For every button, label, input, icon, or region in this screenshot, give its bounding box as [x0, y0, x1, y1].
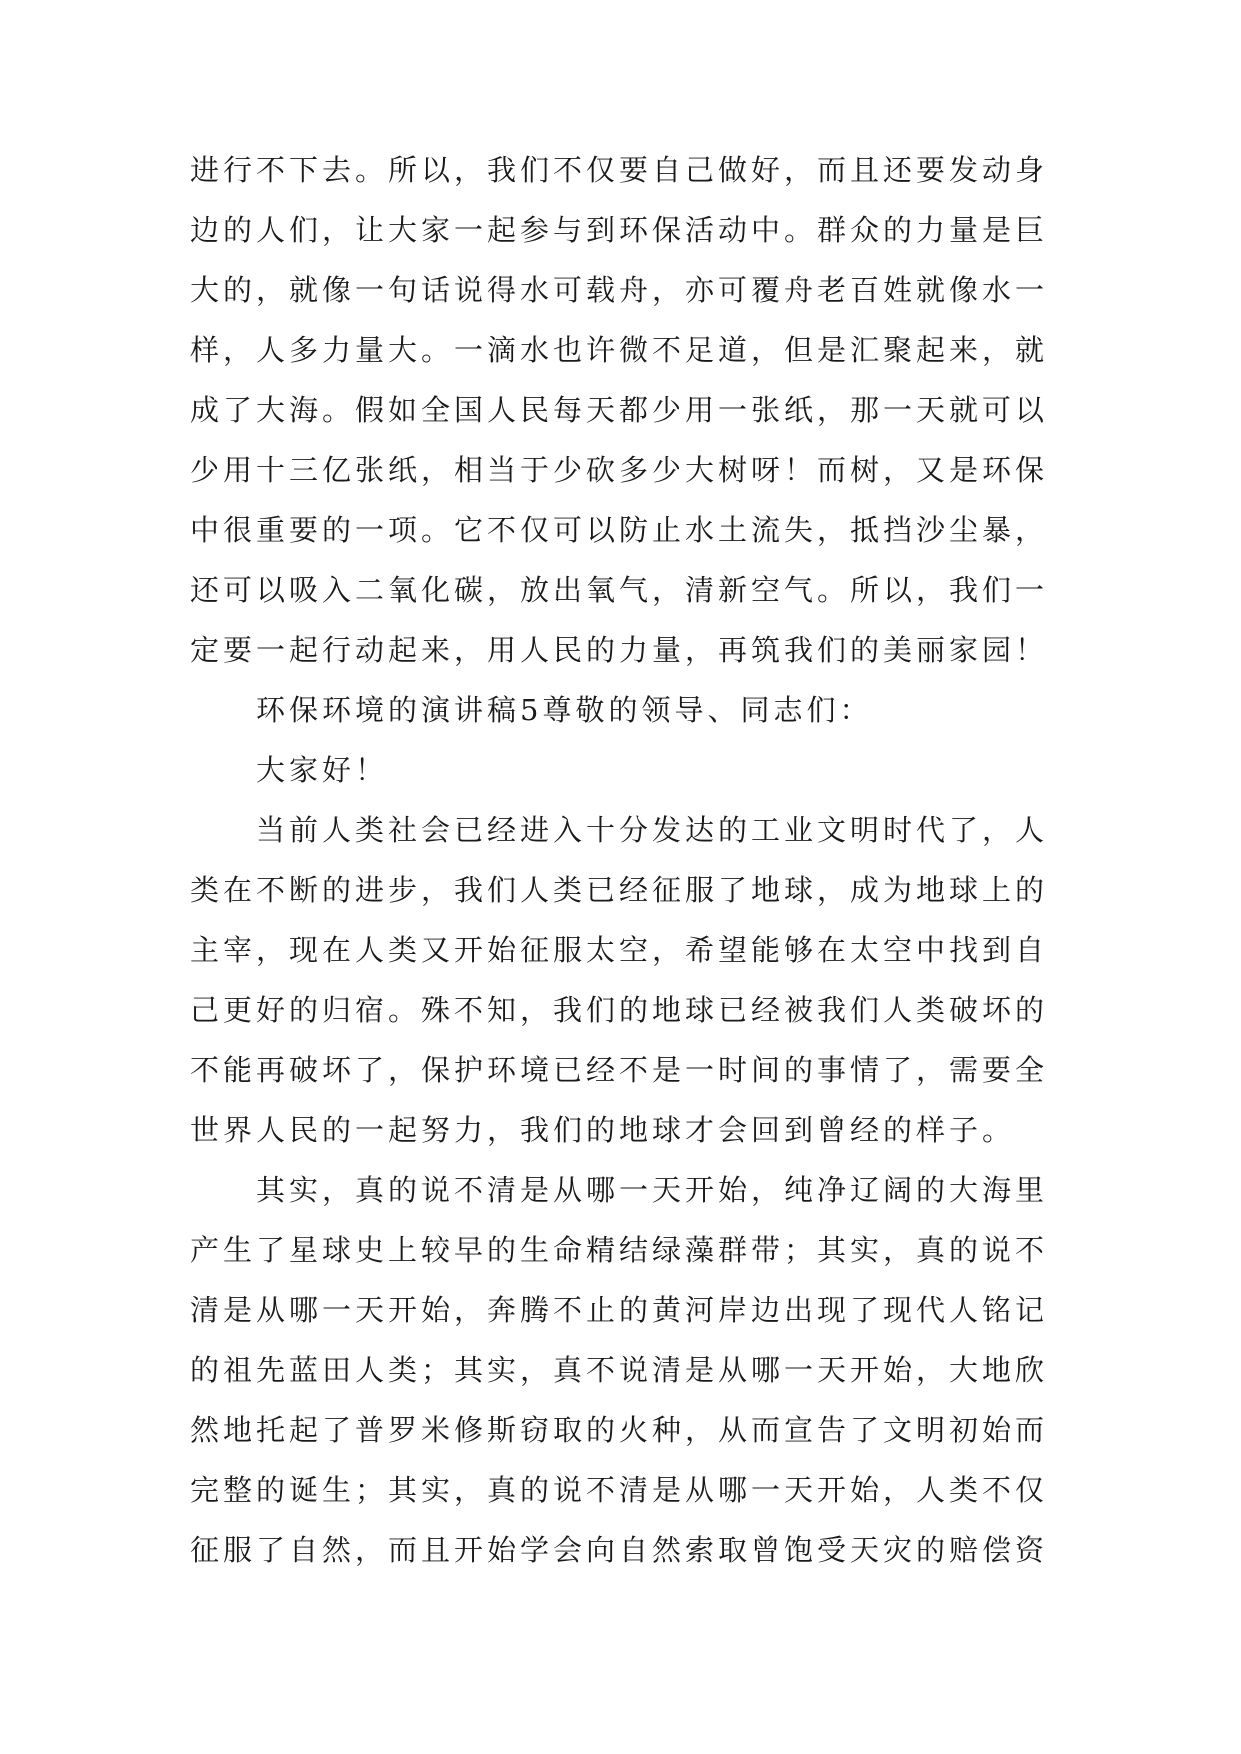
text-line: 还可以吸入二氧化碳，放出氧气，清新空气。所以，我们一 — [190, 573, 1049, 607]
text-line: 主宰，现在人类又开始征服太空，希望能够在太空中找到自 — [190, 933, 1049, 967]
text-line: 己更好的归宿。殊不知，我们的地球已经被我们人类破坏的 — [190, 993, 1049, 1027]
text-line: 征服了自然，而且开始学会向自然索取曾饱受天灾的赔偿资 — [190, 1533, 1049, 1567]
text-line: 定要一起行动起来，用人民的力量，再筑我们的美丽家园！ — [190, 633, 1049, 667]
text-line: 成了大海。假如全国人民每天都少用一张纸，那一天就可以 — [190, 393, 1049, 427]
text-line: 样，人多力量大。一滴水也许微不足道，但是汇聚起来，就 — [190, 333, 1049, 367]
text-line: 的祖先蓝田人类；其实，真不说清是从哪一天开始，大地欣 — [190, 1353, 1049, 1387]
text-line: 进行不下去。所以，我们不仅要自己做好，而且还要发动身 — [190, 153, 1049, 187]
text-line: 其实，真的说不清是从哪一天开始，纯净辽阔的大海里 — [256, 1173, 1049, 1207]
text-line: 产生了星球史上较早的生命精结绿藻群带；其实，真的说不 — [190, 1233, 1049, 1267]
text-line: 清是从哪一天开始，奔腾不止的黄河岸边出现了现代人铭记 — [190, 1293, 1049, 1327]
text-line: 世界人民的一起努力，我们的地球才会回到曾经的样子。 — [190, 1113, 1016, 1147]
text-line: 少用十三亿张纸，相当于少砍多少大树呀！而树，又是环保 — [190, 453, 1049, 487]
text-line: 类在不断的进步，我们人类已经征服了地球，成为地球上的 — [190, 873, 1049, 907]
text-line: 大的，就像一句话说得水可载舟，亦可覆舟老百姓就像水一 — [190, 273, 1049, 307]
text-line: 环保环境的演讲稿5尊敬的领导、同志们： — [256, 693, 873, 727]
text-line: 当前人类社会已经进入十分发达的工业文明时代了，人 — [256, 813, 1049, 847]
text-line: 大家好！ — [256, 753, 389, 787]
text-line: 完整的诞生；其实，真的说不清是从哪一天开始，人类不仅 — [190, 1473, 1049, 1507]
document-body — [190, 140, 1070, 1580]
text-line: 然地托起了普罗米修斯窃取的火种，从而宣告了文明初始而 — [190, 1413, 1049, 1447]
text-line: 不能再破坏了，保护环境已经不是一时间的事情了，需要全 — [190, 1053, 1049, 1087]
text-line: 中很重要的一项。它不仅可以防止水土流失，抵挡沙尘暴， — [190, 513, 1049, 547]
text-line: 边的人们，让大家一起参与到环保活动中。群众的力量是巨 — [190, 213, 1049, 247]
